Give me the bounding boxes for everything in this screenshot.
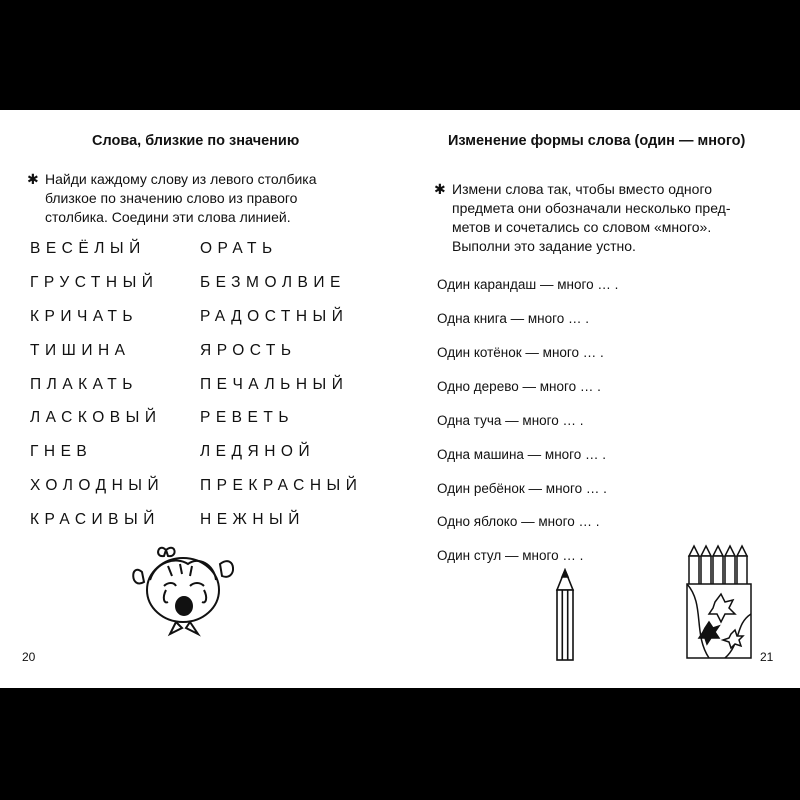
- left-word: ЛАСКОВЫЙ: [30, 409, 162, 426]
- pencil-box-icon: [685, 544, 755, 664]
- phrase-item: Одно яблоко — много … .: [437, 514, 600, 529]
- right-word: ОРАТЬ: [200, 240, 278, 257]
- right-task: [434, 180, 731, 256]
- phrase-item: Один ребёнок — много … .: [437, 481, 607, 496]
- task-line: близкое по значению слово из правого: [45, 190, 298, 206]
- right-word: ЯРОСТЬ: [200, 342, 297, 359]
- crying-girl-icon: [128, 542, 238, 642]
- left-word: ТИШИНА: [30, 342, 131, 359]
- phrase-item: Одна машина — много … .: [437, 447, 607, 462]
- page-number: 20: [22, 650, 36, 664]
- left-task: [27, 170, 317, 227]
- task-bullet-icon: ✱: [27, 171, 39, 187]
- task-line: предмета они обозначали несколько пред-: [452, 200, 731, 216]
- phrase-item: Одно дерево — много … .: [437, 379, 601, 394]
- task-line: Выполни это задание устно.: [452, 238, 636, 254]
- left-word: ВЕСЁЛЫЙ: [30, 240, 146, 257]
- task-line: Измени слова так, чтобы вместо одного: [452, 181, 713, 197]
- right-word: ЛЕДЯНОЙ: [200, 443, 316, 460]
- phrase-item: Один карандаш — много … .: [437, 277, 619, 292]
- left-word: ГНЕВ: [30, 443, 93, 460]
- right-page-title: Изменение формы слова (один — много): [448, 133, 746, 149]
- left-word: КРАСИВЫЙ: [30, 511, 160, 528]
- phrase-item: Одна книга — много … .: [437, 311, 589, 326]
- task-line: Найди каждому слову из левого столбика: [45, 171, 317, 187]
- page-number: 21: [760, 650, 774, 664]
- pencil-icon: [553, 568, 577, 664]
- left-page: [0, 110, 400, 688]
- book-spread: [0, 110, 800, 688]
- right-word: ПРЕКРАСНЫЙ: [200, 477, 363, 494]
- right-word: НЕЖНЫЙ: [200, 511, 305, 528]
- right-word: ПЕЧАЛЬНЫЙ: [200, 376, 349, 393]
- task-line: столбика. Соедини эти слова линией.: [45, 209, 291, 225]
- task-bullet-icon: ✱: [434, 181, 446, 197]
- right-page: [400, 110, 800, 688]
- task-line: метов и сочетались со словом «много».: [452, 219, 712, 235]
- left-word: ГРУСТНЫЙ: [30, 274, 159, 291]
- phrase-item: Один стул — много … .: [437, 548, 584, 563]
- right-word: БЕЗМОЛВИЕ: [200, 274, 346, 291]
- left-word: КРИЧАТЬ: [30, 308, 139, 325]
- right-word: РЕВЕТЬ: [200, 409, 294, 426]
- phrase-item: Одна туча — много … .: [437, 413, 584, 428]
- left-page-title: Слова, близкие по значению: [92, 133, 300, 149]
- left-word: ХОЛОДНЫЙ: [30, 477, 165, 494]
- right-word: РАДОСТНЫЙ: [200, 308, 349, 325]
- phrase-item: Один котёнок — много … .: [437, 345, 604, 360]
- left-word: ПЛАКАТЬ: [30, 376, 138, 393]
